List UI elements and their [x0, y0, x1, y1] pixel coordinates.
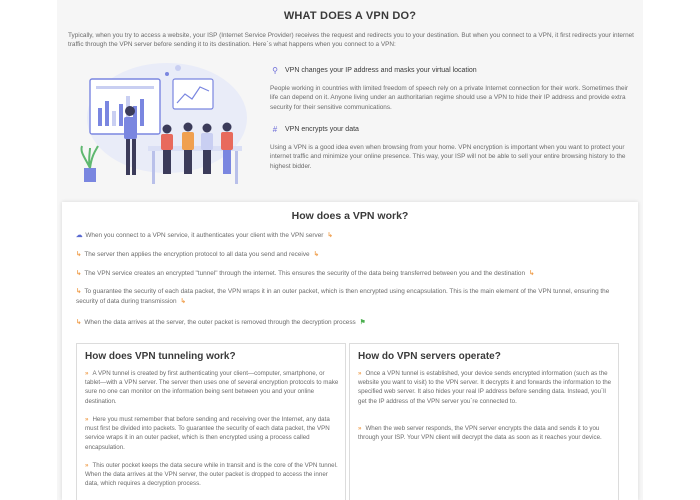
servers-paragraph-2 — [358, 424, 612, 442]
cloud-icon: ☁ — [76, 232, 83, 239]
arrow-turn-right-icon: ↳ — [76, 288, 82, 295]
servers-paragraph-2-text: When the web server responds, the VPN server encrypts the data and sends it to you through your ISP. Your VPN client will decrypt the data as soon as it reaches your device. — [358, 425, 602, 442]
hash-icon: # — [272, 125, 278, 134]
feature-encrypt-text: Using a VPN is a good idea even when browsing from your home. VPN encryption is important when you want to protect your internet traffic and minimize your online presence. This way, your ISP will not be able to sell your entire browsing history to the highest bidder. — [270, 144, 626, 170]
feature-encrypt-heading — [270, 125, 359, 134]
section-title: WHAT DOES A VPN DO? — [283, 10, 417, 22]
tunneling-paragraph-3 — [85, 461, 339, 489]
servers-paragraph-1-text: Once a VPN tunnel is established, your device sends encrypted information (such as the website you want to visit) to the VPN server. It decrypts it and forwards the information to the specified web server. It also hides your real IP address before sending data. Instead, you`ll get the IP address of the VPN server you`re connected to. — [358, 370, 612, 405]
vpn-step-3 — [76, 269, 621, 279]
how-vpn-works-card — [62, 202, 638, 500]
vpn-servers-box — [349, 343, 619, 500]
vpn-tunneling-title: How does VPN tunneling work? — [85, 351, 236, 362]
feature-ip-heading — [270, 66, 477, 75]
vpn-servers-title: How do VPN servers operate? — [358, 351, 501, 362]
vpn-step-3-text: The VPN service creates an encrypted "tunnel" through the internet. This ensures the security of the data being transferred between you and the destination — [84, 270, 526, 277]
quote-mark-icon: » — [358, 370, 362, 377]
arrow-turn-right-icon: ↳ — [76, 251, 82, 258]
vpn-step-1-text: When you connect to a VPN service, it authenticates your client with the VPN server — [85, 232, 324, 239]
vpn-tunneling-box — [76, 343, 346, 500]
feature-ip-text: People working in countries with limited freedom of speech rely on a private Internet connection for their work. Sometimes their life can depend on it. Anyone living under an authoritarian regime should use a VPN to hide their IP address and provide extra security for their sensitive communications. — [270, 85, 629, 111]
arrow-down-turn-icon: ↳ — [529, 270, 535, 277]
vpn-step-1 — [76, 231, 621, 241]
tunneling-paragraph-1-text: A VPN tunnel is created by first authenticating your client—computer, smartphone, or tablet—with a VPN server. The server then uses one of several encryption protocols to make sure no one can monitor on the information being sent between you and your online destination. — [85, 370, 339, 405]
vpn-step-4 — [76, 287, 621, 307]
section-intro: Typically, when you try to access a website, your ISP (Internet Service Provider) receives the request and redirects you to your destination. But when you connect to a VPN, it first redirects your internet traffic through the VPN server before sending it to its destination. Here`s what happens when you connect to a VPN: — [68, 32, 634, 49]
quote-mark-icon: » — [85, 416, 89, 423]
vpn-step-4-text: To guarantee the security of each data packet, the VPN wraps it in an outer packet, which is then encrypted using encapsulation. This is the main element of the VPN tunnel, ensuring the security of data during transmission — [76, 288, 610, 305]
arrow-down-turn-icon: ↳ — [180, 298, 186, 305]
vpn-step-5-text: When the data arrives at the server, the outer packet is removed through the decryption process — [84, 319, 356, 326]
location-pin-icon: ⚲ — [272, 66, 278, 75]
how-vpn-works-title: How does a VPN work? — [291, 210, 409, 222]
feature-ip-title: VPN changes your IP address and masks your virtual location — [285, 67, 477, 74]
vpn-step-2 — [76, 250, 621, 260]
flag-icon: ⚑ — [359, 319, 366, 326]
servers-paragraph-1 — [358, 369, 612, 406]
quote-mark-icon: » — [85, 370, 89, 377]
arrow-turn-right-icon: ↳ — [76, 319, 82, 326]
arrow-down-turn-icon: ↳ — [313, 251, 319, 258]
arrow-down-turn-icon: ↳ — [327, 232, 333, 239]
feature-encrypt-title: VPN encrypts your data — [285, 126, 359, 133]
team-meeting-illustration — [72, 56, 252, 191]
quote-mark-icon: » — [85, 462, 89, 469]
arrow-turn-right-icon: ↳ — [76, 270, 82, 277]
tunneling-paragraph-3-text: This outer pocket keeps the data secure while in transit and is the core of the VPN tunnel. When the data arrives at the VPN server, the outer packet is dropped to access the inner data, which requires a decryption process. — [85, 462, 338, 488]
vpn-article-page — [57, 0, 643, 500]
tunneling-paragraph-2 — [85, 415, 339, 452]
vpn-step-2-text: The server then applies the encryption protocol to all data you send and receive — [84, 251, 310, 258]
quote-mark-icon: » — [358, 425, 362, 432]
tunneling-paragraph-1 — [85, 369, 339, 406]
tunneling-paragraph-2-text: Here you must remember that before sending and receiving over the Internet, any data must first be divided into packets. To guarantee the security of each data packet, the VPN service wraps it in an outer packet, which is then encrypted using a process called encapsulation. — [85, 416, 330, 451]
vpn-step-5 — [76, 318, 621, 328]
